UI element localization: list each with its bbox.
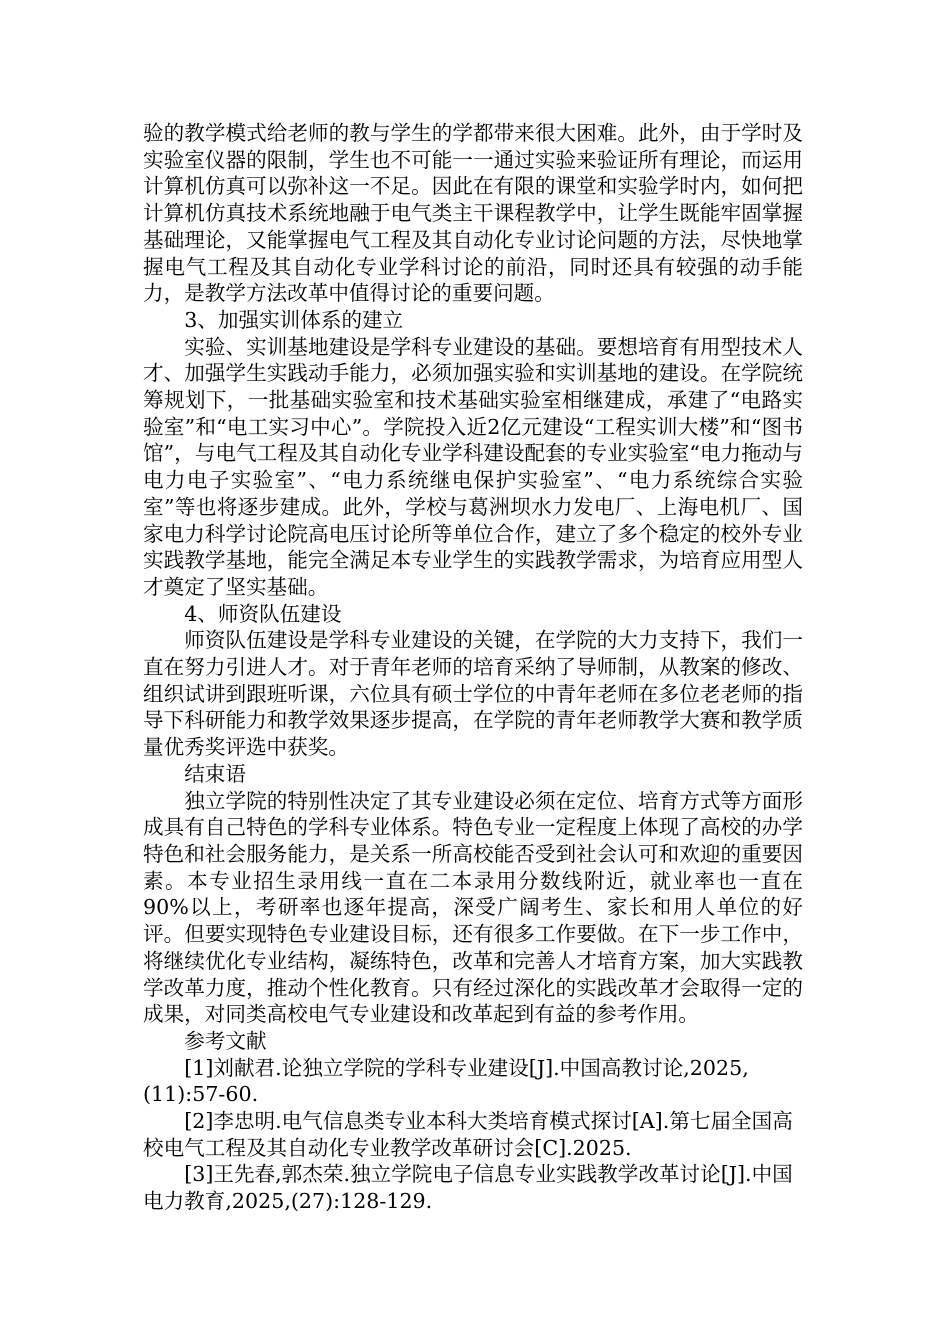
section-heading-training-system: 3、加强实训体系的建立 [184, 307, 404, 332]
paragraph-faculty: 师资队伍建设是学科专业建设的关键，在学院的大力支持下，我们一直在努力引进人才。对于青年老师的培育采纳了导师制，从教案的修改、组织试讲到跟班听课，六位具有硕士学位的中青年老师在多位老老师的指导下科研能力和教学效果逐步提高，在学院的青年老师教学大赛和教学质量优秀奖评选中获奖。 [143, 628, 803, 760]
reference-item-1: [1]刘献君.论独立学院的学科专业建设[J].中国高教讨论,2025,(11):57-60. [143, 1055, 749, 1107]
reference-item-3: [3]王先春,郭杰荣.独立学院电子信息专业实践教学改革讨论[J].中国电力教育,2025,(27):128-129. [143, 1162, 793, 1214]
section-heading-faculty: 4、师资队伍建设 [184, 601, 342, 626]
document-body [143, 120, 803, 1215]
paragraph-continuation: 验的教学模式给老师的教与学生的学都带来很大困难。此外，由于学时及实验室仪器的限制，学生也不可能一一通过实验来验证所有理论，而运用计算机仿真可以弥补这一不足。因此在有限的课堂和实验学时内，如何把计算机仿真技术系统地融于电气类主干课程教学中，让学生既能牢固掌握基础理论，又能掌握电气工程及其自动化专业讨论问题的方法，尽快地掌握电气工程及其自动化专业学科讨论的前沿，同时还具有较强的动手能力，是教学方法改革中值得讨论的重要问题。 [143, 121, 803, 306]
section-heading-conclusion: 结束语 [184, 761, 246, 786]
section-heading-references: 参考文献 [184, 1028, 267, 1053]
paragraph-conclusion: 独立学院的特别性决定了其专业建设必须在定位、培育方式等方面形成具有自己特色的学科专业体系。特色专业一定程度上体现了高校的办学特色和社会服务能力，是关系一所高校能否受到社会认可和欢迎的重要因素。本专业招生录用线一直在二本录用分数线附近，就业率也一直在90%以上，考研率也逐年提高，深受广阔考生、家长和用人单位的好评。但要实现特色专业建设目标，还有很多工作要做。在下一步工作中，将继续优化专业结构，凝练特色，改革和完善人才培育方案，加大实践教学改革力度，推动个性化教育。只有经过深化的实践改革才会取得一定的成果，对同类高校电气专业建设和改革起到有益的参考作用。 [143, 788, 803, 1027]
paragraph-training-base: 实验、实训基地建设是学科专业建设的基础。要想培育有用型技术人才、加强学生实践动手能力，必须加强实验和实训基地的建设。在学院统筹规划下，一批基础实验室和技术基础实验室相继建成，承建了“电路实验室”和“电工实习中心”。学院投入近2亿元建设“工程实训大楼”和“图书馆”，与电气工程及其自动化专业学科建设配套的专业实验室“电力拖动与电力电子实验室”、“电力系统继电保护实验室”、“电力系统综合实验室”等也将逐步建成。此外，学校与葛洲坝水力发电厂、上海电机厂、国家电力科学讨论院高电压讨论所等单位合作，建立了多个稳定的校外专业实践教学基地，能完全满足本专业学生的实践教学需求，为培育应用型人才奠定了坚实基础。 [143, 334, 803, 599]
reference-item-2: [2]李忠明.电气信息类专业本科大类培育模式探讨[A].第七届全国高校电气工程及其自动化专业教学改革研讨会[C].2025. [143, 1109, 793, 1160]
